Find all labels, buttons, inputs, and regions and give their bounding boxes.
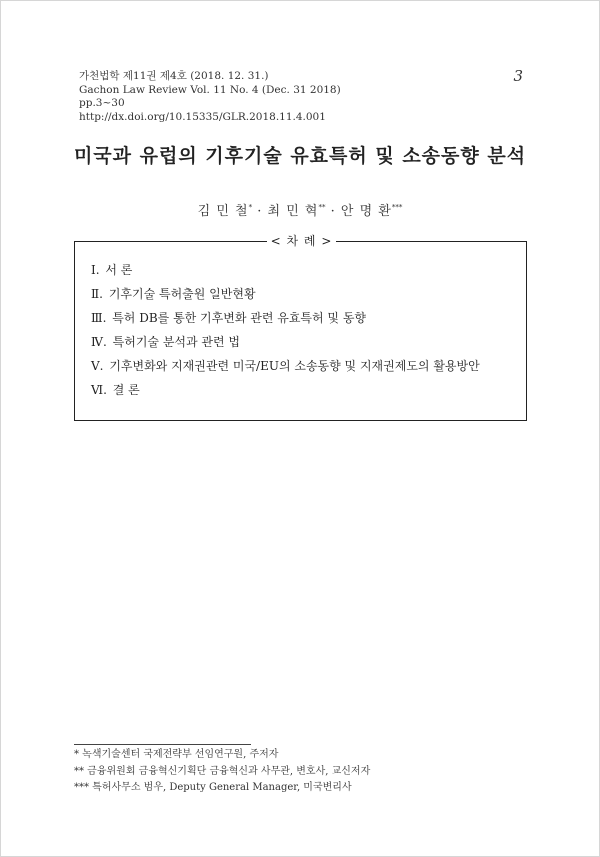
footnotes [74, 747, 370, 797]
toc-item-label: 기후기술 특허출원 일반현황 [108, 287, 256, 301]
toc-item-label: 특허 DB를 통한 기후변화 관련 유효특허 및 동향 [112, 311, 367, 325]
toc-item[interactable] [91, 282, 518, 306]
page-number: 3 [513, 67, 523, 85]
author-name: 안 명 환 [340, 204, 392, 219]
journal-pages: pp.3~30 [79, 97, 125, 109]
toc-list [91, 258, 518, 402]
toc-item-number: Ⅴ. [91, 359, 104, 373]
footnote-author-1: * 녹색기술센터 국제전략부 선임연구원, 주저자 [74, 749, 279, 760]
journal-korean-citation: 가천법학 제11권 제4호 (2018. 12. 31.) [79, 70, 269, 82]
toc-item[interactable] [91, 354, 518, 378]
author-list [1, 200, 599, 219]
author-footnote-mark: ** [318, 203, 326, 212]
toc-item[interactable] [91, 378, 518, 402]
journal-english-citation: Gachon Law Review Vol. 11 No. 4 (Dec. 31 2018) [79, 83, 341, 96]
author-name: 김 민 철 [197, 204, 249, 219]
toc-item-label: 서 론 [105, 263, 133, 277]
toc-item-number: Ⅲ. [91, 311, 107, 325]
toc-item-label: 결 론 [112, 383, 140, 397]
toc-item-number: Ⅰ. [91, 263, 100, 277]
footnote-author-3: *** 특허사무소 범우, Deputy General Manager, 미국변리사 [74, 782, 352, 793]
toc-item-label: 특허기술 분석과 관련 법 [112, 335, 241, 349]
toc-item-number: Ⅱ. [91, 287, 103, 301]
toc-item[interactable] [91, 258, 518, 282]
toc-item[interactable] [91, 306, 518, 330]
author-name: 최 민 혁 [267, 204, 319, 219]
table-of-contents [74, 234, 527, 421]
toc-heading [75, 233, 528, 249]
toc-heading-label: 차 례 [286, 234, 317, 248]
journal-info [79, 70, 341, 124]
toc-item-label: 기후변화와 지재권관련 미국/EU의 소송동향 및 지재권제도의 활용방안 [109, 359, 480, 373]
angle-right-icon: > [321, 234, 333, 248]
paper-title: 미국과 유럽의 기후기술 유효특허 및 소송동향 분석 [73, 145, 527, 167]
footnote-author-2: ** 금융위원회 금융혁신기획단 금융혁신과 사무관, 변호사, 교신저자 [74, 765, 371, 777]
angle-left-icon: < [270, 234, 282, 248]
toc-item[interactable] [91, 330, 518, 354]
author-separator: · [252, 204, 268, 219]
toc-item-number: Ⅵ. [91, 383, 107, 397]
author-separator: · [325, 204, 341, 219]
author-footnote-mark: * [248, 203, 253, 212]
toc-item-number: Ⅳ. [91, 335, 107, 349]
journal-doi-link[interactable]: http://dx.doi.org/10.15335/GLR.2018.11.4.001 [79, 110, 326, 123]
author-footnote-mark: *** [391, 203, 403, 212]
footnote-divider [74, 744, 251, 745]
